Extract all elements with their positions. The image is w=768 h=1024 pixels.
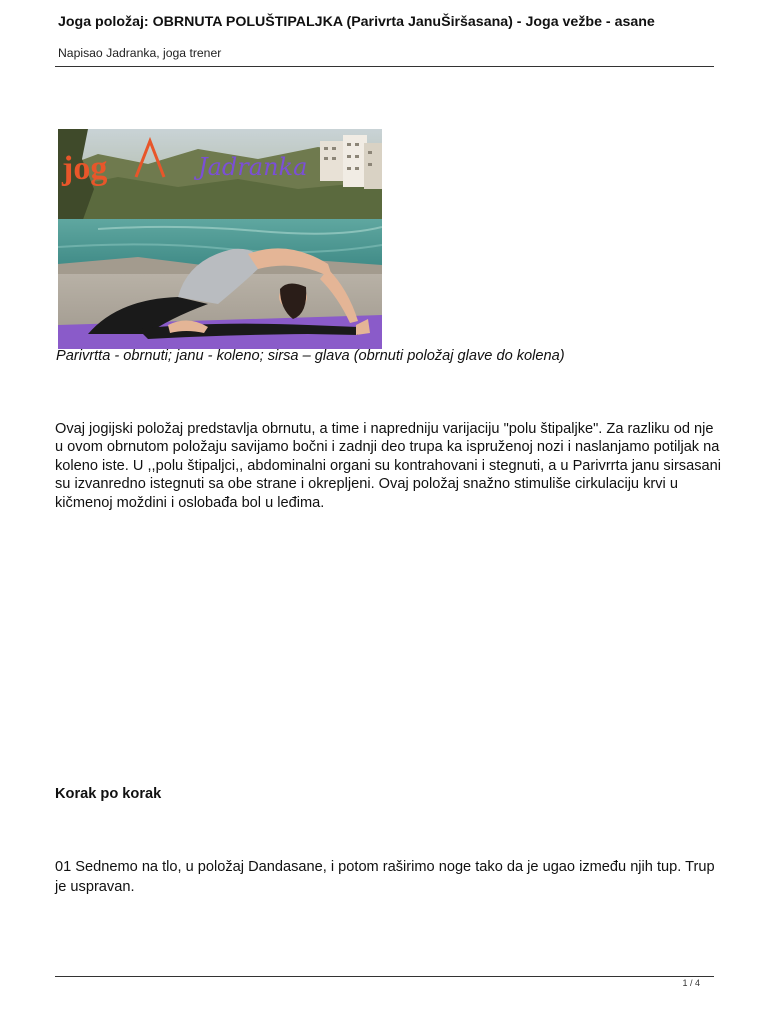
step-item: 01 Sednemo na tlo, u položaj Dandasane, i potom raširimo noge tako da je ugao između njih tup. Trup je uspravan. — [55, 859, 715, 895]
intro-paragraph: Ovaj jogijski položaj predstavlja obrnutu, a time i napredniju varijaciju "polu štipaljke". Za razliku od nje u ovom obrnutom položaju savijamo bočni i zadnji deo trupa ka ispruženoj nozi i naslanjamo potiljak na koleno iste. U ,,polu štipaljci,, abdominalni organi su kontrahovani i stegnuti, a u Parivrrta janu sirsasani su izvanredno istegnuti sa obe strane i okrepljeni. Ovaj položaj snažno stimuliše cirkulaciju krvi u kičmenoj moždini i oslobađa bol u leđima. — [55, 421, 721, 511]
logo-script-text: Jadranka — [198, 153, 308, 181]
footer-divider — [55, 976, 714, 977]
header-divider — [55, 66, 714, 67]
page-title: Joga položaj: OBRNUTA POLUŠTIPALJKA (Parivrta JanuŠiršasana) - Joga vežbe - asane — [58, 14, 655, 30]
page-number: 1 / 4 — [682, 978, 700, 988]
image-caption: Parivrtta - obrnuti; janu - koleno; sirsa – glava (obrnuti položaj glave do kolena) — [56, 348, 565, 364]
author-byline: Napisao Jadranka, joga trener — [58, 46, 222, 60]
logo-text: jog — [62, 150, 108, 187]
section-heading: Korak po korak — [55, 786, 162, 802]
yoga-pose-photo — [58, 129, 382, 349]
